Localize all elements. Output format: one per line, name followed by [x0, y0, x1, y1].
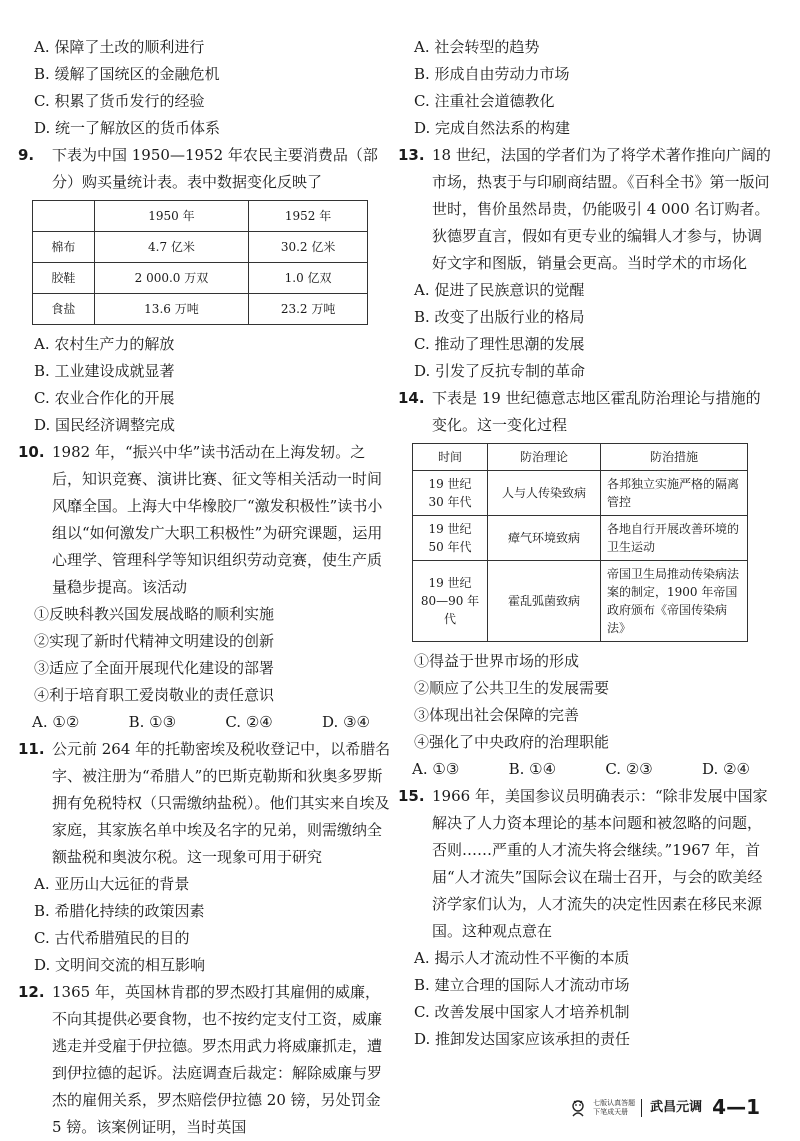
question-number: 12.: [18, 983, 45, 1001]
table-header: 时间: [413, 444, 488, 471]
option: C. 改善发展中国家人才培养机制: [414, 1003, 630, 1021]
option: A. 保障了土改的顺利进行: [34, 38, 205, 56]
question-number: 10.: [18, 443, 45, 461]
question-stem: 1365 年，英国林肯郡的罗杰殴打其雇佣的威廉，不向其提供必要食物，也不按约定支付工资，威廉逃走并受雇于伊拉德。罗杰用武力将威廉抓走，遭到伊拉德的起诉。法庭调查后裁定：解除威廉与罗杰的雇佣关系，罗杰赔偿伊拉德 20 镑，另处罚金 5 镑。该案例证明，当时英国: [52, 983, 383, 1136]
choice: C. ②③: [605, 760, 653, 778]
table-cell: 帝国卫生局推动传染病法案的制定，1900 年帝国政府颁布《帝国传染病法》: [601, 561, 748, 642]
question-10: [18, 439, 394, 601]
q9-table: [32, 200, 368, 325]
choice: B. ①④: [508, 760, 557, 778]
table-header: 防治措施: [601, 444, 748, 471]
statement: ④利于培育职工爱岗敬业的责任意识: [34, 686, 275, 704]
statement: ③适应了全面开展现代化建设的部署: [34, 659, 275, 677]
option: D. 引发了反抗专制的革命: [414, 362, 586, 380]
question-stem: 下表是 19 世纪德意志地区霍乱防治理论与措施的变化。这一变化过程: [432, 389, 761, 434]
option: B. 希腊化持续的政策因素: [34, 902, 205, 920]
table-cell: 各邦独立实施严格的隔离管控: [601, 471, 748, 516]
table-cell: 13.6 万吨: [94, 294, 248, 325]
option: A. 揭示人才流动性不平衡的本质: [414, 949, 630, 967]
footer-brand: 武昌元调: [650, 1100, 703, 1115]
table-cell: 1.0 亿双: [249, 263, 368, 294]
question-stem: 18 世纪，法国的学者们为了将学术著作推向广阔的市场，热衷于与印刷商结盟。《百科全书》第一版问世时，售价虽然昂贵，仍能吸引 4 000 名订购者。狄德罗直言，假如有更专业的编辑人才参与，协调好文字和图版，销量会更高。当时学术的市场化: [432, 146, 771, 272]
option: B. 建立合理的国际人才流动市场: [414, 976, 630, 994]
slogan-line: 七版认真答题: [593, 1098, 636, 1107]
option: A. 农村生产力的解放: [34, 335, 175, 353]
table-cell: 各地自行开展改善环境的卫生运动: [601, 516, 748, 561]
option: C. 古代希腊殖民的目的: [34, 929, 190, 947]
choice: A. ①③: [412, 760, 460, 778]
table-header: 防治理论: [488, 444, 601, 471]
table-cell: 4.7 亿米: [94, 232, 248, 263]
table-cell: 胶鞋: [33, 263, 95, 294]
option: D. 统一了解放区的货币体系: [34, 119, 221, 137]
table-row: [413, 471, 748, 516]
table-header-row: [33, 201, 368, 232]
question-stem: 1982 年，“振兴中华”读书活动在上海发轫。之后，知识竞赛、演讲比赛、征文等相关活动一时间风靡全国。上海大中华橡胶厂“激发积极性”读书小组以“如何激发广大职工积极性”为研究课题，运用心理学、管理科学等知识组织劳动竞赛，使生产质量稳步提高。该活动: [52, 443, 383, 596]
option: B. 缓解了国统区的金融危机: [34, 65, 220, 83]
choice: D. ③④: [322, 713, 370, 731]
table-row: [413, 561, 748, 642]
choice-row: [32, 709, 394, 736]
statement: ①反映科教兴国发展战略的顺利实施: [34, 605, 275, 623]
q8-options: [32, 34, 394, 142]
question-14: [398, 385, 774, 439]
page-number: 4—1: [712, 1095, 760, 1119]
table-cell: 人与人传染致病: [488, 471, 601, 516]
q14-table: [412, 443, 748, 642]
statement: ③体现出社会保障的完善: [414, 706, 580, 724]
choice: B. ①③: [128, 713, 177, 731]
table-row: [33, 263, 368, 294]
question-stem: 1966 年，美国参议员明确表示：“除非发展中国家解决了人力资本理论的基本问题和被忽略的问题，否则……严重的人才流失将会继续。”1967 年，首届“人才流失”国际会议在瑞士召开，与会的欧美经济学家们认为，人才流失的决定性因素在移民来源国。这种观点意在: [432, 787, 768, 940]
footer-divider: [641, 1099, 642, 1117]
option: A. 亚历山大远征的背景: [34, 875, 190, 893]
choice: A. ①②: [32, 713, 80, 731]
question-number: 13.: [398, 146, 425, 164]
option: D. 完成自然法系的构建: [414, 119, 571, 137]
question-number: 9.: [18, 146, 35, 164]
question-9: [18, 142, 394, 196]
option: A. 促进了民族意识的觉醒: [414, 281, 585, 299]
table-cell: 19 世纪 30 年代: [413, 471, 488, 516]
option: C. 注重社会道德教化: [414, 92, 555, 110]
option: D. 国民经济调整完成: [34, 416, 176, 434]
option: C. 推动了理性思潮的发展: [414, 335, 585, 353]
option: B. 形成自由劳动力市场: [414, 65, 570, 83]
table-cell: 30.2 亿米: [249, 232, 368, 263]
table-cell: 棉布: [33, 232, 95, 263]
table-cell: 2 000.0 万双: [94, 263, 248, 294]
question-stem: 公元前 264 年的托勒密埃及税收登记中，以希腊名字、被注册为“希腊人”的巴斯克勒斯和狄奥多罗斯拥有免税特权（只需缴纳盐税）。他们其实来自埃及家庭，其家族名单中埃及名字的兄弟，则需缴纳全额盐税和奥波尔税。这一现象可用于研究: [52, 740, 391, 866]
table-cell: 食盐: [33, 294, 95, 325]
table-cell: 19 世纪 80—90 年代: [413, 561, 488, 642]
statement: ④强化了中央政府的治理职能: [414, 733, 610, 751]
option: A. 社会转型的趋势: [414, 38, 540, 56]
question-stem: 下表为中国 1950—1952 年农民主要消费品（部分）购买量统计表。表中数据变化反映了: [52, 146, 378, 191]
table-header-row: [413, 444, 748, 471]
question-13: [398, 142, 774, 277]
option: C. 积累了货币发行的经验: [34, 92, 205, 110]
page-footer: [567, 1094, 760, 1121]
question-number: 14.: [398, 389, 425, 407]
option: D. 文明间交流的相互影响: [34, 956, 206, 974]
choice: C. ②④: [225, 713, 273, 731]
option: D. 推卸发达国家应该承担的责任: [414, 1030, 631, 1048]
statement: ②实现了新时代精神文明建设的创新: [34, 632, 275, 650]
statement: ②顺应了公共卫生的发展需要: [414, 679, 610, 697]
question-number: 15.: [398, 787, 425, 805]
question-12: [18, 979, 394, 1141]
table-cell: 瘴气环境致病: [488, 516, 601, 561]
question-15: [398, 783, 774, 945]
table-row: [33, 232, 368, 263]
table-header: 1952 年: [249, 201, 368, 232]
mascot-logo-icon: [567, 1098, 589, 1118]
choice: D. ②④: [702, 760, 750, 778]
slogan-line: 下笔成天册: [593, 1107, 629, 1116]
left-column: [18, 34, 394, 1141]
right-column: [398, 34, 774, 1053]
table-header: 1950 年: [94, 201, 248, 232]
table-cell: 23.2 万吨: [249, 294, 368, 325]
option: B. 改变了出版行业的格局: [414, 308, 585, 326]
table-row: [33, 294, 368, 325]
table-cell: 霍乱弧菌致病: [488, 561, 601, 642]
option: C. 农业合作化的开展: [34, 389, 175, 407]
statement: ①得益于世界市场的形成: [414, 652, 580, 670]
question-number: 11.: [18, 740, 45, 758]
table-row: [413, 516, 748, 561]
table-cell: 19 世纪 50 年代: [413, 516, 488, 561]
table-header: [33, 201, 95, 232]
option: B. 工业建设成就显著: [34, 362, 175, 380]
question-11: [18, 736, 394, 871]
footer-slogan: [593, 1099, 635, 1117]
choice-row: [412, 756, 774, 783]
